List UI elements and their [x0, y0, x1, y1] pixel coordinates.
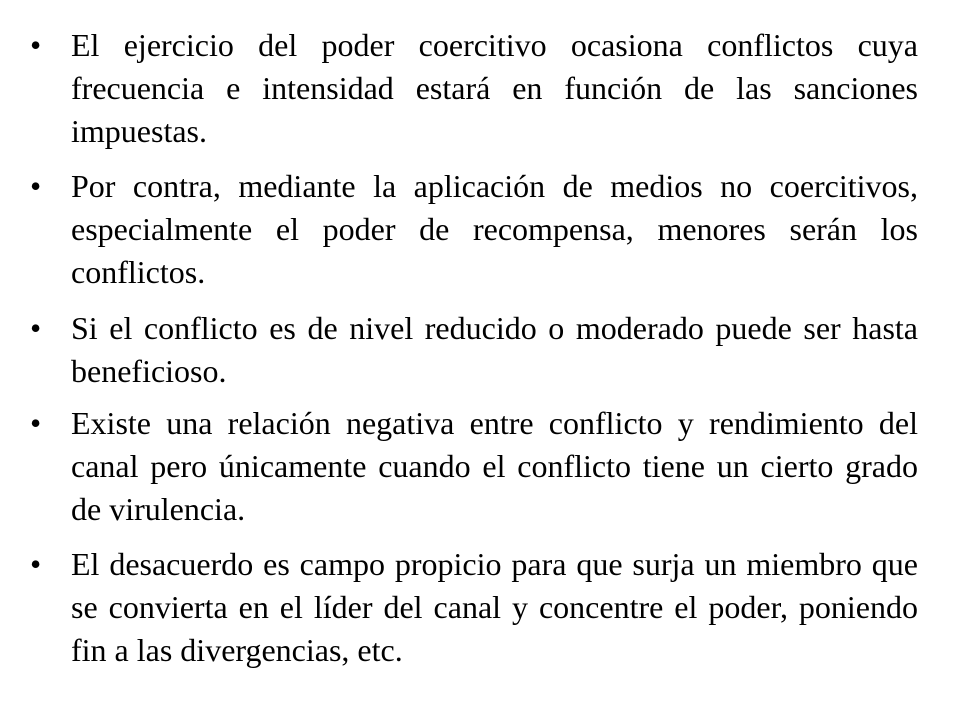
- bullet-dot: •: [30, 405, 42, 441]
- bullet-dot: •: [30, 546, 42, 582]
- bullet-text: Si el conflicto es de nivel reducido o moderado puede ser hasta beneficioso.: [71, 310, 918, 389]
- bullet-dot: •: [30, 27, 42, 63]
- bullet-dot: •: [30, 168, 42, 204]
- bullet-text: El ejercicio del poder coercitivo ocasiona conflictos cuya frecuencia e intensidad estará en función de las sanciones impuestas.: [71, 27, 918, 149]
- bullet-text: Existe una relación negativa entre conflicto y rendimiento del canal pero únicamente cuando el conflicto tiene un cierto grado de virulencia.: [71, 405, 918, 527]
- bullet-text: Por contra, mediante la aplicación de medios no coercitivos, especialmente el poder de recompensa, menores serán los conflictos.: [71, 168, 918, 290]
- bullet-item-3: [30, 307, 918, 393]
- bullet-text: El desacuerdo es campo propicio para que surja un miembro que se convierta en el líder del canal y concentre el poder, poniendo fin a las divergencias, etc.: [71, 546, 918, 668]
- bullet-dot: •: [30, 310, 42, 346]
- bullet-item-4: [30, 402, 918, 531]
- bullet-item-5: [30, 543, 918, 672]
- bullet-item-2: [30, 165, 918, 294]
- bullet-item-1: [30, 24, 918, 153]
